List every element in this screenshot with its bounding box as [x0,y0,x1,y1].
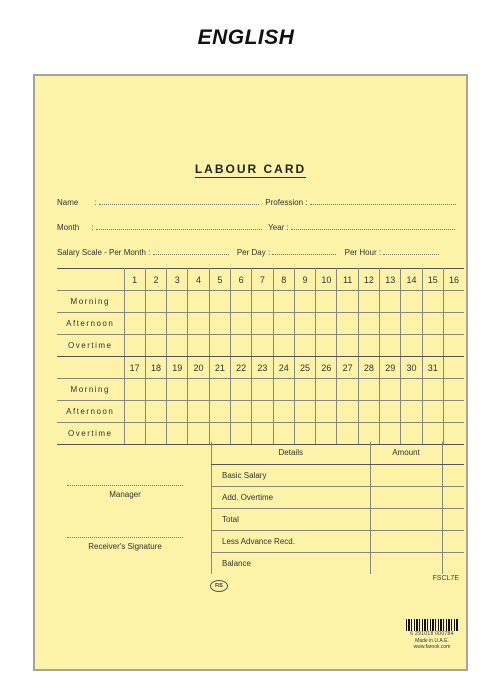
amount-header: Amount [370,442,442,464]
row-label-afternoon: Afternoon [57,401,124,423]
name-field[interactable] [99,199,259,205]
attendance-grid [57,268,464,445]
summary-row [212,530,465,552]
summary-amount-cell[interactable] [370,464,442,486]
row-label-afternoon: Afternoon [57,313,124,335]
day-cell: 7 [252,269,273,291]
day-cell: 3 [167,269,188,291]
receiver-label: Receiver's Signature [88,542,162,551]
day-cell: 1 [124,269,145,291]
website-label: www.farook.com [413,644,451,650]
summary-item-label: Total [212,508,371,530]
day-cell: 27 [337,357,358,379]
overtime-row-1 [57,335,464,357]
year-label: Year : [268,223,289,232]
name-label: Name [57,198,79,207]
summary-item-label: Less Advance Recd. [212,530,371,552]
profession-label: Profession : [265,198,308,207]
per-hour-label: Per Hour : [344,248,382,257]
salary-summary-table [211,442,464,574]
summary-row [212,486,465,508]
morning-row-1 [57,291,464,313]
afternoon-row-2 [57,401,464,423]
summary-item-label: Basic Salary [212,464,371,486]
day-cell: 2 [145,269,166,291]
barcode-icon [406,619,458,631]
row-label-morning: Morning [57,379,124,401]
day-cell: 14 [401,269,422,291]
day-cell: 30 [401,357,422,379]
barcode-number: 6 291018 000784 [410,631,454,637]
profession-field[interactable] [310,199,456,205]
day-cell: 18 [145,357,166,379]
manager-signature [67,485,183,499]
card-title: LABOUR CARD [194,162,307,176]
month-field[interactable] [96,224,262,230]
summary-amount-cell[interactable] [370,552,442,574]
row-label-overtime: Overtime [57,335,124,357]
salary-scale-label: Salary Scale - Per Month : [57,248,151,257]
year-field[interactable] [291,224,455,230]
day-cell: 25 [294,357,315,379]
salary-row [57,248,464,257]
day-cell: 6 [230,269,251,291]
day-cell: 31 [422,357,443,379]
summary-item-label: Balance [212,552,371,574]
day-cell: 8 [273,269,294,291]
day-cell: 10 [316,269,337,291]
brand-logo: FIS [210,580,228,592]
summary-header-row [212,442,465,464]
summary-amount-cell[interactable] [370,486,442,508]
per-day-field[interactable] [272,249,336,255]
afternoon-row-1 [57,313,464,335]
day-cell: 26 [316,357,337,379]
day-cell: 12 [358,269,379,291]
day-cell: 24 [273,357,294,379]
made-in-label: Made in U.A.E. [415,638,449,644]
product-code: FSCL7E [432,575,459,582]
summary-row [212,508,465,530]
month-label: Month [57,223,80,232]
day-cell: 4 [188,269,209,291]
day-cell: 15 [422,269,443,291]
day-cell: 23 [252,357,273,379]
day-header-row-2 [57,357,464,379]
day-cell: 13 [380,269,401,291]
summary-row [212,464,465,486]
day-header-row-1 [57,269,464,291]
per-hour-field[interactable] [383,249,439,255]
labour-card [33,74,468,671]
salary-scale-field[interactable] [153,249,229,255]
receiver-signature-line[interactable] [67,537,183,538]
summary-row [212,552,465,574]
per-day-label: Per Day : [236,248,271,257]
month-year-row: Month : Year : [57,223,464,232]
day-cell: 19 [167,357,188,379]
day-cell: 9 [294,269,315,291]
summary-amount-cell[interactable] [370,530,442,552]
day-cell: 28 [358,357,379,379]
page-heading: ENGLISH [197,26,295,49]
manager-label: Manager [109,490,141,499]
day-cell: 17 [124,357,145,379]
day-cell: 21 [209,357,230,379]
day-cell: 29 [380,357,401,379]
name-profession-row: Name : Profession : [57,198,464,207]
day-cell: 16 [443,269,464,291]
manager-signature-line[interactable] [67,485,183,486]
receiver-signature [67,537,183,551]
day-cell: 22 [230,357,251,379]
summary-item-label: Add. Overtime [212,486,371,508]
barcode-block [406,619,458,650]
day-cell: 11 [337,269,358,291]
details-header: Details [212,442,371,464]
summary-amount-cell[interactable] [370,508,442,530]
day-cell: 20 [188,357,209,379]
row-label-morning: Morning [57,291,124,313]
day-cell: 5 [209,269,230,291]
morning-row-2 [57,379,464,401]
row-label-overtime: Overtime [57,423,124,445]
